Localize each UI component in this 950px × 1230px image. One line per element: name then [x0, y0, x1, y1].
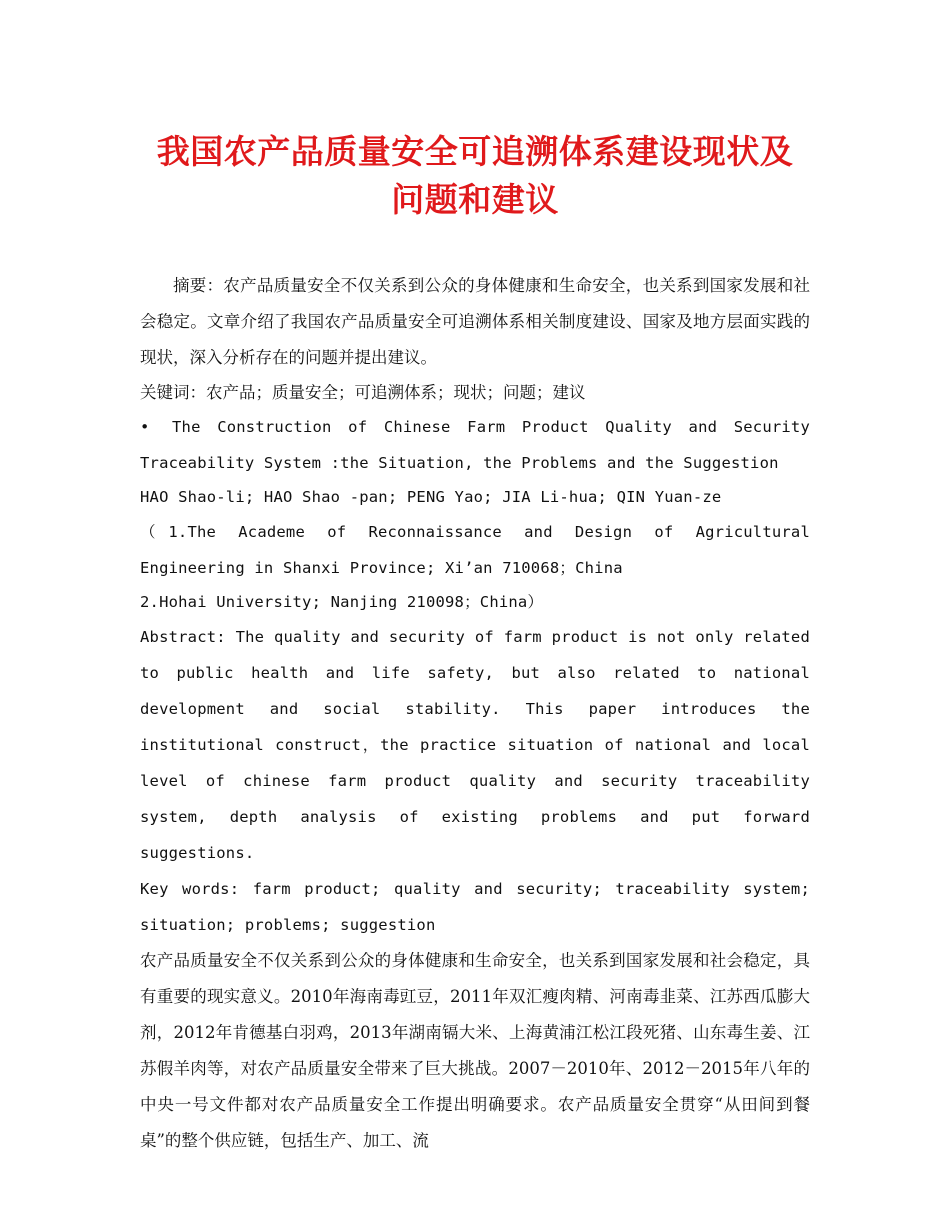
body-paragraph: 农产品质量安全不仅关系到公众的身体健康和生命安全，也关系到国家发展和社会稳定，具有重要的现实意义。2010年海南毒豇豆，2011年双汇瘦肉精、河南毒韭菜、江苏西瓜膨大剂，2012年肯德基白羽鸡，2013年湖南镉大米、上海黄浦江松江段死猪、山东毒生姜、江苏假羊肉等，对农产品质量安全带来了巨大挑战。2007－2010年、2012－2015年八年的中央一号文件都对农产品质量安全工作提出明确要求。农产品质量安全贯穿“从田间到餐桌”的整个供应链，包括生产、加工、流 — [140, 951, 810, 1150]
bullet-icon: • — [140, 418, 150, 436]
keywords-chinese: 关键词：农产品；质量安全；可追溯体系；现状；问题；建议 — [140, 383, 586, 402]
document-page — [140, 128, 810, 1159]
title-line-1: 我国农产品质量安全可追溯体系建设现状及 — [156, 132, 794, 171]
abstract-english: Abstract: The quality and security of farm product is not only related to public health and life safety, but also related to national development and social stability. This paper introduces the institutional construct，the practice situation of national and local level of chinese farm product quality and security traceability system, depth analysis of existing problems and put forward suggestions. — [140, 628, 810, 862]
affiliation-2: 2.Hohai University; Nanjing 210098；China） — [140, 593, 544, 611]
english-title — [140, 409, 810, 481]
authors: HAO Shao-li; HAO Shao -pan; PENG Yao; JIA Li-hua; QIN Yuan-ze — [140, 488, 722, 506]
document-title — [140, 128, 810, 224]
keywords-english: Key words: farm product; quality and security; traceability system; situation; problems; suggestion — [140, 880, 810, 934]
affiliation-1: （1.The Academe of Reconnaissance and Design of Agricultural Engineering in Shanxi Province; Xi’an 710068；China — [140, 523, 810, 577]
title-line-2: 问题和建议 — [391, 180, 559, 219]
abstract-chinese: 摘要：农产品质量安全不仅关系到公众的身体健康和生命安全，也关系到国家发展和社会稳定。文章介绍了我国农产品质量安全可追溯体系相关制度建设、国家及地方层面实践的现状，深入分析存在的问题并提出建议。 — [140, 276, 810, 367]
english-title-text: The Construction of Chinese Farm Product Quality and Security Traceability System :the Situation, the Problems and the Suggestion — [140, 418, 810, 472]
